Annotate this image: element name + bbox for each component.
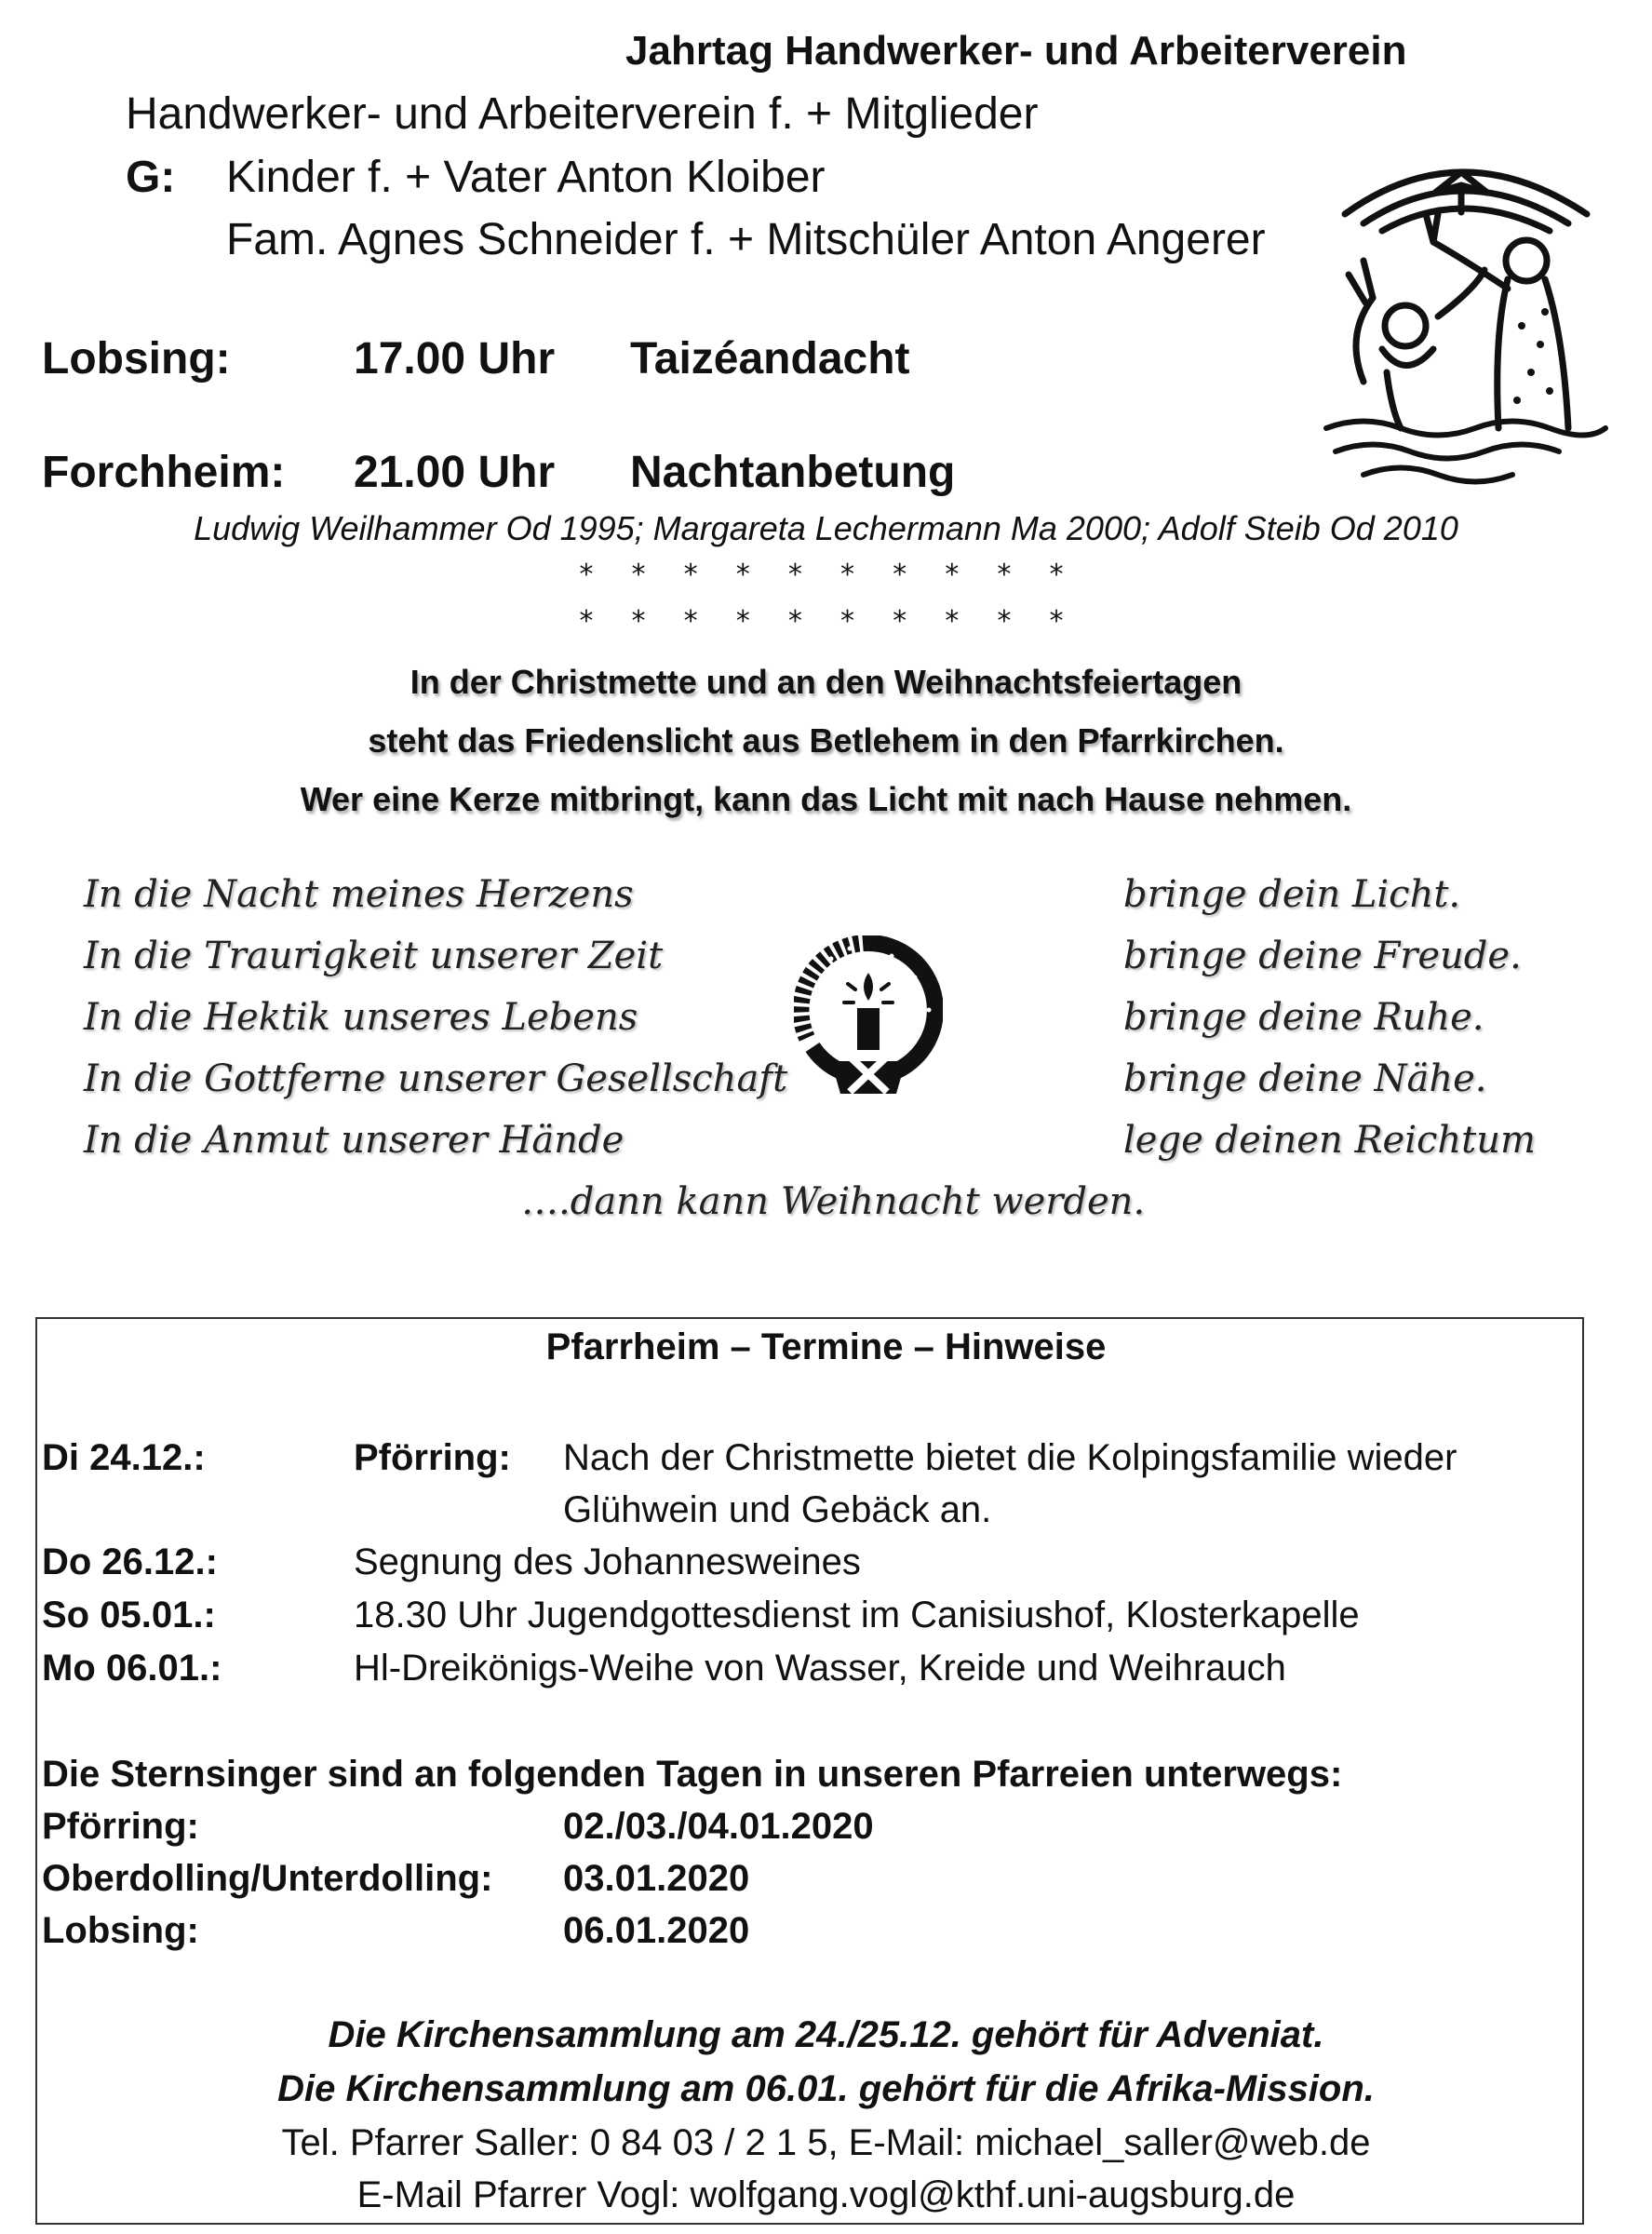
service-time-forchheim: 21.00 Uhr xyxy=(354,448,556,497)
entry-date-2: Do 26.12.: xyxy=(42,1541,218,1582)
poem-right-2: bringe deine Freude. xyxy=(1123,935,1522,977)
entry-text-3: 18.30 Uhr Jugendgottesdienst im Canisiushof, Klosterkapelle xyxy=(354,1595,1360,1635)
service-place-lobsing: Lobsing: xyxy=(42,334,231,384)
entry-date-4: Mo 06.01.: xyxy=(42,1648,222,1689)
sternsinger-place-1: Pförring: xyxy=(42,1806,199,1847)
sternsinger-dates-2: 03.01.2020 xyxy=(563,1858,750,1899)
entry-place-1: Pförring: xyxy=(354,1437,511,1478)
entry-text-1b: Glühwein und Gebäck an. xyxy=(563,1489,992,1530)
contact-saller: Tel. Pfarrer Saller: 0 84 03 / 2 1 5, E-Mail: michael_saller@web.de xyxy=(281,2122,1371,2163)
poem-right-1: bringe dein Licht. xyxy=(1123,873,1461,916)
poem-right-5: lege deinen Reichtum xyxy=(1123,1119,1536,1162)
poem-left-2: In die Traurigkeit unserer Zeit xyxy=(84,935,664,977)
contact-vogl: E-Mail Pfarrer Vogl: wolfgang.vogl@kthf.uni-augsburg.de xyxy=(356,2174,1296,2215)
baptism-illustration-icon xyxy=(1308,149,1615,489)
entry-text-4: Hl-Dreikönigs-Weihe von Wasser, Kreide und Weihrauch xyxy=(354,1648,1286,1689)
g-line-1: Kinder f. + Vater Anton Kloiber xyxy=(226,153,826,202)
box-title: Pfarrheim – Termine – Hinweise xyxy=(545,1326,1107,1367)
g-line-2: Fam. Agnes Schneider f. + Mitschüler Anton Angerer xyxy=(226,215,1266,264)
sternsinger-heading: Die Sternsinger sind an folgenden Tagen in unseren Pfarreien unterwegs: xyxy=(42,1754,1343,1795)
sternsinger-place-2: Oberdolling/Unterdolling: xyxy=(42,1858,493,1899)
friedenslicht-line-1: In der Christmette und an den Weihnachtsfeiertagen xyxy=(410,663,1242,701)
friedenslicht-line-2: steht das Friedenslicht aus Betlehem in den Pfarrkirchen. xyxy=(368,721,1284,760)
friedenslicht-line-3: Wer eine Kerze mitbringt, kann das Licht mit nach Hause nehmen. xyxy=(300,780,1352,818)
service-event-forchheim: Nachtanbetung xyxy=(630,448,956,497)
entry-date-1: Di 24.12.: xyxy=(42,1437,206,1478)
entry-text-1a: Nach der Christmette bietet die Kolpingsfamilie wieder xyxy=(563,1437,1457,1478)
sternsinger-dates-3: 06.01.2020 xyxy=(563,1910,750,1951)
poem-left-5: In die Anmut unserer Hände xyxy=(84,1119,625,1162)
poem-left-3: In die Hektik unseres Lebens xyxy=(84,996,638,1039)
poem-left-1: In die Nacht meines Herzens xyxy=(84,873,634,916)
poem-right-3: bringe deine Ruhe. xyxy=(1123,996,1484,1039)
collection-note-1: Die Kirchensammlung am 24./25.12. gehört für Adveniat. xyxy=(328,2014,1324,2055)
entry-text-2: Segnung des Johannesweines xyxy=(354,1541,861,1582)
service-place-forchheim: Forchheim: xyxy=(42,448,286,497)
sternsinger-dates-1: 02./03./04.01.2020 xyxy=(563,1806,874,1847)
g-label: G: xyxy=(126,153,176,202)
separator-1: * * * * * * * * * * xyxy=(577,558,1075,591)
peace-light-candle-icon xyxy=(794,935,943,1103)
poem-closing: ….dann kann Weihnacht werden. xyxy=(521,1180,1146,1223)
collection-note-2: Die Kirchensammlung am 06.01. gehört für die Afrika-Mission. xyxy=(277,2068,1375,2109)
header-line: Handwerker- und Arbeiterverein f. + Mitglieder xyxy=(126,89,1039,139)
entry-date-3: So 05.01.: xyxy=(42,1595,216,1635)
poem-left-4: In die Gottferne unserer Gesellschaft xyxy=(84,1057,788,1100)
forchheim-note: Ludwig Weilhammer Od 1995; Margareta Lechermann Ma 2000; Adolf Steib Od 2010 xyxy=(194,509,1458,547)
service-event-lobsing: Taizéandacht xyxy=(630,334,910,384)
poem-right-4: bringe deine Nähe. xyxy=(1123,1057,1487,1100)
page-title: Jahrtag Handwerker- und Arbeiterverein xyxy=(625,28,1407,74)
sternsinger-place-3: Lobsing: xyxy=(42,1910,199,1951)
separator-2: * * * * * * * * * * xyxy=(577,605,1075,638)
service-time-lobsing: 17.00 Uhr xyxy=(354,334,556,384)
